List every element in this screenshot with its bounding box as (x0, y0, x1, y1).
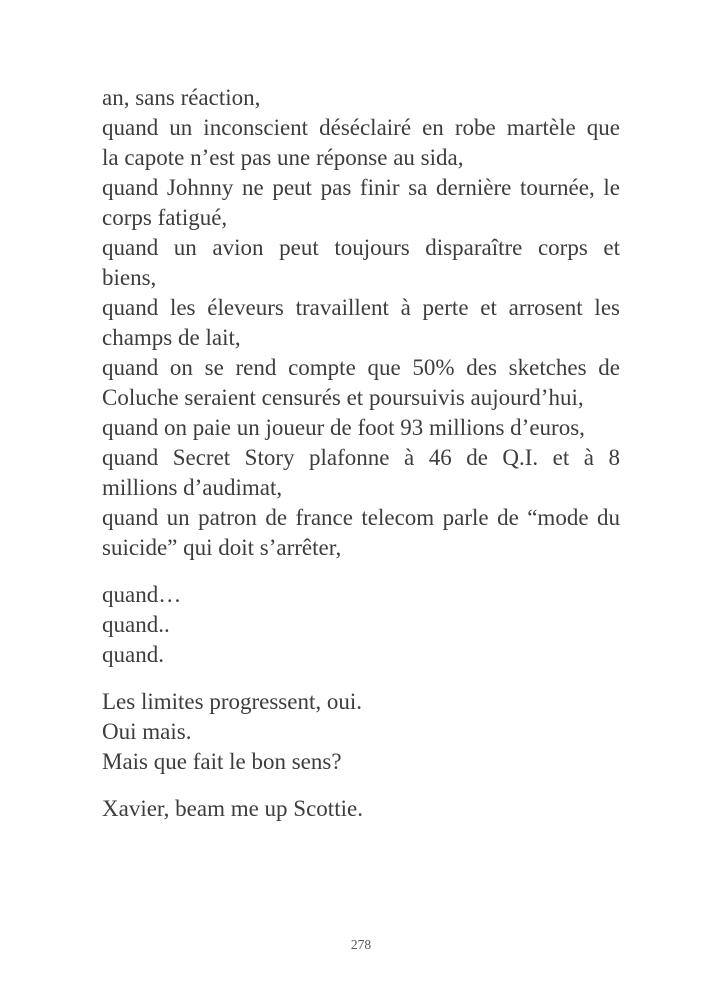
page-number: 278 (350, 937, 372, 952)
text-line: millions d’audimat, (102, 475, 283, 500)
text-line: quand.. (102, 612, 170, 637)
text-line: quand un inconscient déséclairé en robe martèle que (102, 115, 620, 140)
text-line: quand Johnny ne peut pas finir sa dernière tournée, le (102, 175, 620, 200)
text-line: quand Secret Story plafonne à 46 de Q.I. et à 8 (102, 445, 620, 470)
text-line: quand les éleveurs travaillent à perte et arrosent les (102, 295, 620, 320)
text-line: quand. (102, 642, 164, 667)
text-line: Coluche seraient censurés et poursuivis aujourd’hui, (102, 385, 584, 410)
paragraph-group (102, 794, 620, 824)
text-line: Mais que fait le bon sens? (102, 749, 342, 774)
text-line: an, sans réaction, (102, 85, 261, 110)
text-line: quand on se rend compte que 50% des sketches de (102, 355, 620, 380)
text-line: quand un patron de france telecom parle de “mode du (102, 505, 620, 530)
paragraph-group (102, 687, 620, 777)
text-line: corps fatigué, (102, 205, 228, 230)
text-block (102, 83, 620, 824)
text-line: biens, (102, 265, 157, 290)
text-line: Xavier, beam me up Scottie. (102, 796, 363, 821)
paragraph-group (102, 83, 620, 563)
text-line: la capote n’est pas une réponse au sida, (102, 145, 464, 170)
text-line: quand… (102, 582, 182, 607)
text-line: Les limites progressent, oui. (102, 689, 362, 714)
text-line: quand on paie un joueur de foot 93 millions d’euros, (102, 415, 585, 440)
text-line: quand un avion peut toujours disparaître corps et (102, 235, 620, 260)
text-line: suicide” qui doit s’arrêter, (102, 535, 342, 560)
text-line: Oui mais. (102, 719, 192, 744)
text-line: champs de lait, (102, 325, 241, 350)
paragraph-group (102, 580, 620, 670)
